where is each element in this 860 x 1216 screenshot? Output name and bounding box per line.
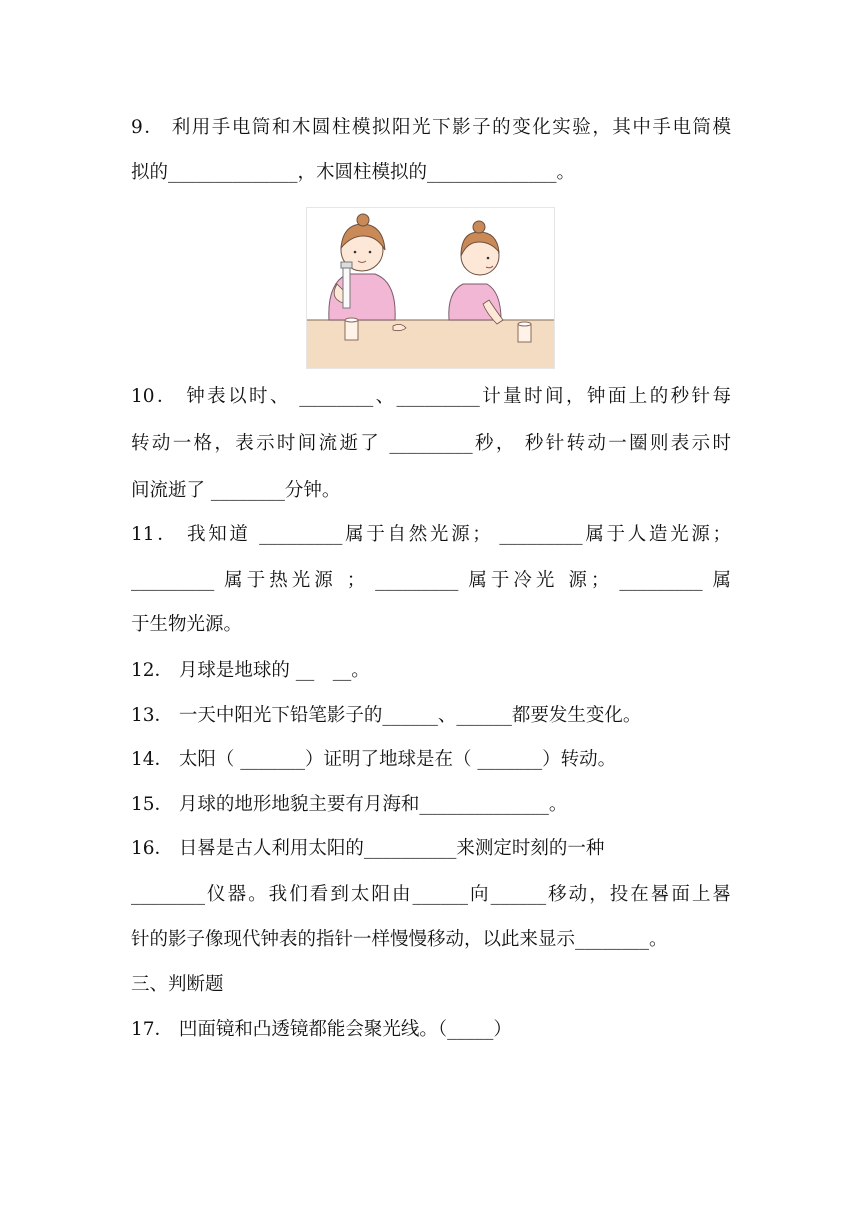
question-10-line-3: 间流逝了 ________分钟。 [131, 480, 341, 501]
question-12: 12． 月球是地球的 __ __。 [131, 660, 370, 681]
question-16-line-3: 针的影子像现代钟表的指针一样慢慢移动，以此来显示________。 [131, 929, 668, 950]
section-title-true-false: 三、判断题 [131, 974, 224, 995]
table-surface [307, 320, 554, 368]
question-11-line-2: _________ 属于热光源 ； _________ 属于冷光 源； _________ 属 [131, 570, 731, 591]
question-13: 13． 一天中阳光下铅笔影子的______、______都要发生变化。 [131, 705, 642, 726]
question-10-line-2: 转动一格，表示时间流逝了 _________秒， 秒针转动一圈则表示时 [131, 433, 731, 454]
experiment-illustration [306, 207, 555, 369]
question-15: 15． 月球的地形地貌主要有月海和______________。 [131, 794, 568, 815]
question-14: 14． 太阳（ _______）证明了地球是在（ _______）转动。 [131, 749, 617, 770]
question-17: 17． 凹面镜和凸透镜都能会聚光线。（_____） [131, 1019, 512, 1040]
question-11-line-1: 11． 我知道 _________属于自然光源； _________属于人造光源； [131, 524, 731, 545]
question-16-line-2: ________仪器。我们看到太阳由______向______移动，投在晷面上晷 [131, 884, 731, 905]
question-9-line-1: 9． 利用手电筒和木圆柱模拟阳光下影子的变化实验，其中手电筒模 [131, 117, 731, 138]
question-9-line-2: 拟的______________，木圆柱模拟的______________。 [131, 162, 576, 183]
question-16-line-1: 16． 日晷是古人利用太阳的__________来测定时刻的一种 [131, 838, 605, 859]
question-10-line-1: 10． 钟表以时、 ________、_________计量时间，钟面上的秒针每 [131, 386, 731, 407]
question-11-line-3: 于生物光源。 [131, 614, 243, 635]
